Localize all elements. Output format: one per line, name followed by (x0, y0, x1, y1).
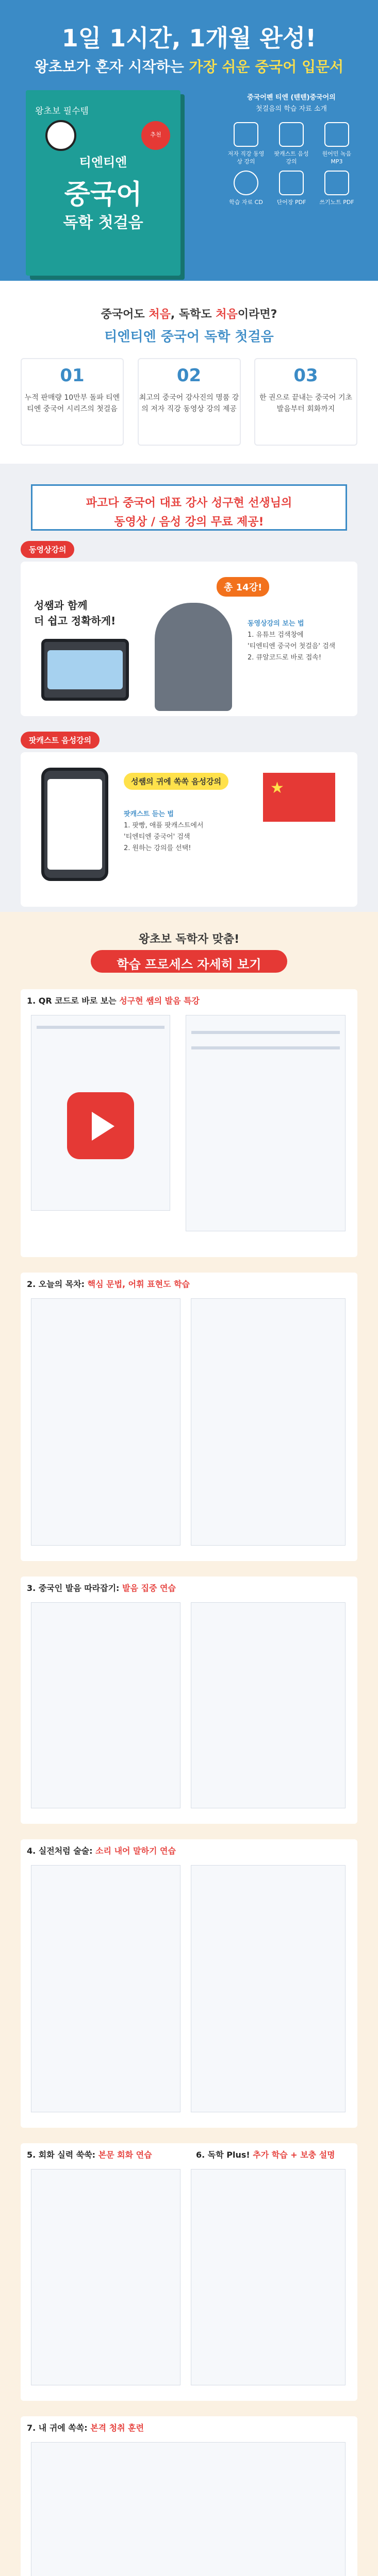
process-heading1: 왕초보 독학자 맞춤! (138, 933, 240, 946)
hero-title: 1일 1시간, 1개월 완성! (61, 24, 317, 52)
component-item (317, 171, 356, 206)
feature-card-num: 01 (60, 365, 85, 386)
step-title-text: 실전처럼 술술: (38, 1846, 93, 1856)
video-tag-wrap (21, 541, 74, 558)
thumb-line (191, 1031, 340, 1034)
feature-card-num: 03 (293, 365, 318, 386)
step-thumb (191, 2169, 346, 2385)
thumb-line (191, 1046, 340, 1049)
component-item (317, 122, 356, 165)
component-item (226, 171, 266, 206)
component-item (226, 122, 266, 165)
video-left-1: 성쌤과 함께 (34, 599, 88, 612)
step-title-text: 독학 Plus! (207, 2150, 250, 2160)
step-title (27, 1844, 176, 1856)
feature-card (21, 358, 124, 446)
step-thumb (31, 1865, 180, 2112)
play-triangle-icon (92, 1112, 114, 1141)
step-thumb (191, 1865, 346, 2112)
step-thumb (191, 1602, 346, 1808)
component-item (272, 122, 311, 165)
step-num: 1. (27, 996, 36, 1006)
step-title-em: 소리 내어 말하기 연습 (95, 1846, 176, 1856)
step-title-em: 핵심 문법, 어휘 표현도 학습 (87, 1279, 190, 1289)
intro-q-em2: 처음 (216, 308, 238, 321)
phone-mockup (41, 639, 129, 701)
step-num: 5. (27, 2150, 36, 2160)
intro-q-suffix: 이라면? (237, 308, 277, 321)
podcast-howto-step: 2. 원하는 강의를 선택! (124, 844, 191, 852)
intro-q-mid: , 독학도 (170, 308, 212, 321)
hero-subtitle-prefix: 왕초보가 혼자 시작하는 (34, 58, 184, 75)
component-label: 단어장 PDF (276, 199, 306, 206)
process-step-5-6 (21, 2143, 357, 2401)
panda-icon (45, 120, 76, 151)
step-title (27, 1582, 176, 1594)
book-badge: 추천 (141, 121, 170, 150)
feature-cards (21, 358, 357, 446)
step-title-em: 성구현 쌤의 발음 특강 (119, 996, 200, 1006)
component-label: 팟캐스트 음성 강의 (274, 150, 309, 165)
book-title-bottom: 독학 첫걸음 (63, 214, 143, 232)
star-icon: ★ (270, 779, 284, 797)
step-thumb (31, 1602, 180, 1808)
step-title (27, 994, 200, 1006)
process-heading2: 학습 프로세스 자세히 보기 (91, 950, 287, 973)
lecture-banner-line1: 파고다 중국어 대표 강사 성구현 선생님의 (86, 497, 292, 510)
video-bubble: 총 14강! (217, 577, 269, 597)
step-title-em: 본격 청취 훈련 (90, 2423, 144, 2433)
step-num: 7. (27, 2423, 36, 2433)
video-left (34, 598, 116, 629)
component-label: 학습 자료 CD (229, 199, 263, 206)
podcast-tag: 팟캐스트 음성강의 (21, 732, 100, 749)
process-step-4 (21, 1839, 357, 2128)
hero-subtitle-highlight: 가장 쉬운 중국어 입문서 (189, 58, 344, 75)
step-thumb (31, 2442, 346, 2576)
play-button-icon (67, 1092, 134, 1159)
podcast-howto-title: 팟캐스트 듣는 법 (124, 810, 174, 818)
video-howto-step: '티엔티엔 중국어 첫걸음' 검색 (248, 642, 336, 650)
feature-card (138, 358, 241, 446)
process-section (0, 912, 378, 2576)
step-num: 3. (27, 1583, 36, 1593)
step-title (196, 2148, 335, 2160)
video-howto-step: 1. 유튜브 검색창에 (248, 631, 304, 639)
intro-q-prefix: 중국어도 (101, 308, 145, 321)
thumb-line (37, 1026, 165, 1029)
step-num: 4. (27, 1846, 36, 1856)
step-title-em: 발음 집중 연습 (122, 1583, 176, 1593)
intro-q-em1: 처음 (149, 308, 171, 321)
step-title-em: 추가 학습 + 보충 설명 (253, 2150, 335, 2160)
book-cover (26, 90, 180, 276)
component-label: 쓰기노트 PDF (319, 199, 354, 206)
intro-question (0, 306, 378, 321)
video-howto (248, 618, 351, 664)
phone-screen (47, 650, 123, 689)
step-title-text: 내 귀에 쏙쏙: (38, 2423, 88, 2433)
step-num: 6. (196, 2150, 205, 2160)
podcast-howto-step: 1. 팟빵, 애플 팟캐스트에서 (124, 822, 204, 829)
book-tag: 왕초보 필수템 (35, 106, 89, 116)
step-thumb (31, 1298, 180, 1546)
book-title-main: 중국어 (64, 179, 142, 210)
pdf-icon (279, 171, 304, 195)
podcast-bubble: 성쌤의 귀에 쏙쏙 음성강의 (124, 773, 228, 790)
podcast-howto (124, 809, 227, 854)
step-thumb (191, 1298, 346, 1546)
feature-card-num: 02 (176, 365, 202, 386)
lecture-banner (31, 484, 347, 531)
hero-subtitle (0, 56, 378, 76)
step-title (27, 2148, 152, 2160)
video-lecture-card (21, 562, 357, 716)
podcast-screen (47, 779, 102, 870)
book-title-top: 티엔티엔 (79, 155, 127, 170)
tv-icon (234, 122, 258, 147)
process-step-7 (21, 2416, 357, 2576)
step-title-text: 오늘의 목차: (38, 1279, 85, 1289)
workbook-icon (324, 171, 349, 195)
step-title-text: QR 코드로 바로 보는 (38, 996, 117, 1006)
component-item (272, 171, 311, 206)
components-subheading: 첫걸음의 학습 자료 소개 (256, 105, 327, 113)
step-title (27, 2421, 144, 2433)
components-heading: 중국어펜 티엔 (텐텐)중국어의 (247, 94, 336, 101)
components-panel (222, 92, 361, 206)
feature-card-text: 한 권으로 끝내는 중국어 기초 발음부터 회화까지 (259, 394, 353, 413)
podcast-phone (41, 768, 108, 881)
podcast-howto-step: '티엔티엔 중국어' 검색 (124, 833, 190, 841)
hero-section (0, 0, 378, 281)
podcast-icon (279, 122, 304, 147)
video-tag: 동영상강의 (21, 541, 74, 558)
video-howto-title: 동영상강의 보는 법 (248, 620, 304, 628)
feature-card-text: 누적 판매량 10만부 돌파 티엔티엔 중국어 시리즈의 첫걸음 (24, 394, 120, 413)
feature-card (254, 358, 357, 446)
china-flag-icon (263, 773, 335, 822)
process-step-1 (21, 989, 357, 1257)
lecture-section (0, 464, 378, 912)
process-step-3 (21, 1577, 357, 1824)
podcast-tag-wrap (21, 732, 100, 749)
step-title-text: 중국인 발음 따라잡기: (38, 1583, 120, 1593)
video-left-2: 더 쉽고 정확하게! (34, 615, 116, 627)
step-title-text: 회화 실력 쑥쑥: (38, 2150, 96, 2160)
intro-section (0, 281, 378, 464)
component-label: 원어민 녹음 MP3 (322, 150, 352, 165)
step-thumb (31, 2169, 180, 2385)
intro-answer: 티엔티엔 중국어 독학 첫걸음 (104, 329, 274, 345)
step-title-em: 본문 회화 연습 (98, 2150, 152, 2160)
step-num: 2. (27, 1279, 36, 1289)
lecture-banner-line2: 동영상 / 음성 강의 무료 제공! (114, 516, 264, 529)
teacher-photo (155, 603, 232, 711)
podcast-lecture-card (21, 752, 357, 907)
video-howto-step: 2. 큐알코드로 바로 접속! (248, 654, 322, 662)
feature-card-text: 최고의 중국어 강사진의 명품 강의 저자 직강 동영상 강의 제공 (139, 394, 239, 413)
cd-icon (234, 171, 258, 195)
step-title (27, 1278, 190, 1290)
process-step-2 (21, 1273, 357, 1561)
component-label: 저자 직강 동영상 강의 (227, 150, 265, 165)
step-thumb (186, 1015, 346, 1231)
components-grid (222, 122, 361, 206)
audio-icon (324, 122, 349, 147)
